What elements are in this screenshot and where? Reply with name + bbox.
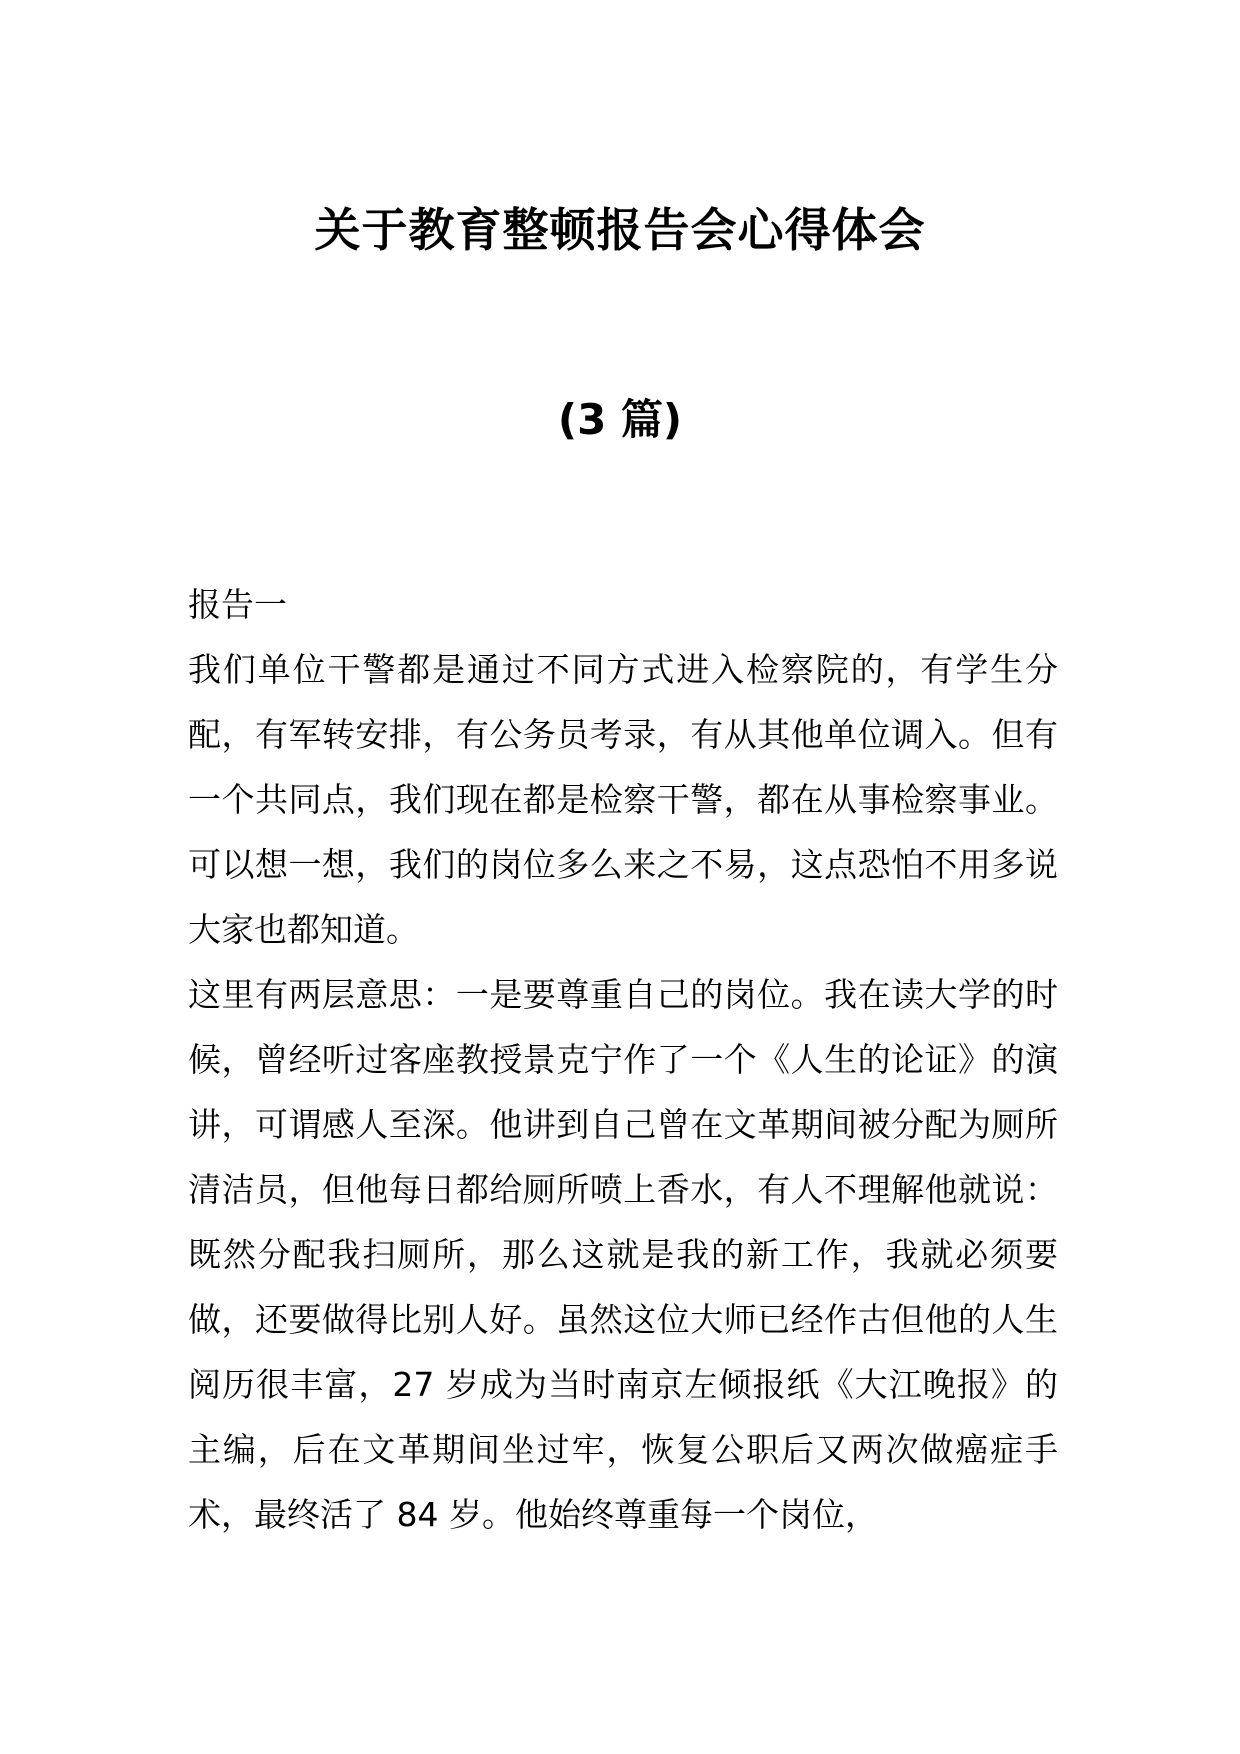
section-heading: 报告一 bbox=[188, 585, 287, 624]
document-title: 关于教育整顿报告会心得体会 bbox=[314, 203, 926, 257]
document-body bbox=[188, 572, 1058, 1547]
body-paragraph: 我们单位干警都是通过不同方式进入检察院的，有学生分配，有军转安排，有公务员考录，有从其他单位调入。但有一个共同点，我们现在都是检察干警，都在从事检察事业。可以想一想，我们的岗位多么来之不易，这点恐怕不用多说大家也都知道。 bbox=[188, 650, 1058, 949]
body-paragraph: 这里有两层意思：一是要尊重自己的岗位。我在读大学的时候，曾经听过客座教授景克宁作了一个《人生的论证》的演讲，可谓感人至深。他讲到自己曾在文革期间被分配为厕所清洁员，但他每日都给厕所喷上香水，有人不理解他就说：既然分配我扫厕所，那么这就是我的新工作，我就必须要做，还要做得比别人好。虽然这位大师已经作古但他的人生阅历很丰富，27 岁成为当时南京左倾报纸《大江晚报》的主编，后在文革期间坐过牢，恢复公职后又两次做癌症手术，最终活了 84 岁。他始终尊重每一个岗位， bbox=[188, 975, 1058, 1534]
document-subtitle: (3 篇) bbox=[557, 395, 683, 444]
